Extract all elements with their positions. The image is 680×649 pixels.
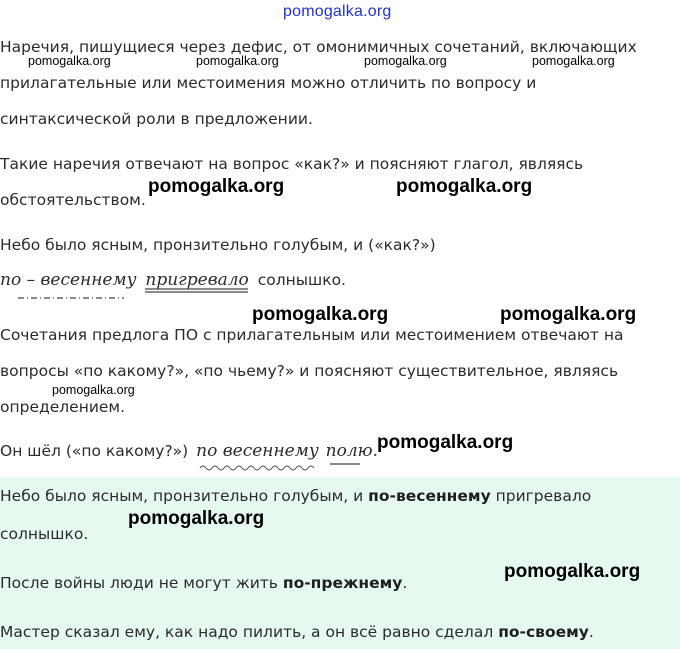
green-s2-bold: по-прежнему	[282, 574, 403, 592]
green-s1-pre: Небо было ясным, пронзительно голубым, и	[0, 487, 369, 505]
watermark: pomogalka.org	[128, 508, 265, 529]
example1-underline-marks	[0, 284, 260, 304]
para2-line2: обстоятельством.	[0, 191, 146, 209]
example1-handwritten-verb: пригревало	[145, 270, 249, 290]
watermark: pomogalka.org	[252, 304, 389, 325]
watermark: pomogalka.org	[500, 304, 637, 325]
green-sentence1-line2: солнышко.	[0, 525, 89, 543]
para3-line1: Сочетания предлога ПО с прилагательным или местоимением отвечают на	[0, 326, 624, 344]
example1-handwritten-adverb: по – весеннему	[0, 270, 137, 290]
para1-line2: прилагательные или местоимения можно отличить по вопросу и	[0, 74, 537, 92]
example2-handwritten-adjective: по весеннему	[196, 441, 319, 461]
green-s2-pre: После войны люди не могут жить	[0, 574, 283, 592]
watermark: pomogalka.org	[52, 383, 135, 397]
green-s1-post: пригревало	[490, 487, 592, 505]
green-s3-post: .	[588, 623, 594, 641]
green-s1-bold: по-весеннему	[368, 487, 491, 505]
watermark: pomogalka.org	[196, 54, 279, 68]
green-sentence3	[0, 622, 594, 642]
para1-line3: синтаксической роли в предложении.	[0, 110, 313, 128]
watermark: pomogalka.org	[532, 54, 615, 68]
example2-handwritten-noun: полю.	[325, 441, 379, 461]
green-sentence2	[0, 573, 407, 593]
watermark: pomogalka.org	[504, 561, 641, 582]
watermark: pomogalka.org	[396, 176, 533, 197]
example1-prefix: Небо было ясным, пронзительно голубым, и («как?»)	[0, 236, 436, 254]
example2-prefix: Он шёл («по какому?»)	[0, 442, 189, 460]
watermark: pomogalka.org	[364, 54, 447, 68]
watermark: pomogalka.org	[148, 176, 285, 197]
green-s2-post: .	[402, 574, 408, 592]
example2-line	[0, 441, 378, 461]
para2-line1: Такие наречия отвечают на вопрос «как?» и поясняют глагол, являясь	[0, 155, 584, 173]
green-s3-pre: Мастер сказал ему, как надо пилить, а он всё равно сделал	[0, 623, 499, 641]
watermark-top: pomogalka.org	[283, 3, 392, 20]
watermark: pomogalka.org	[28, 54, 111, 68]
watermark: pomogalka.org	[377, 432, 514, 453]
example1-suffix: солнышко.	[257, 271, 346, 289]
example2-underline-marks	[0, 460, 380, 476]
para3-line3: определением.	[0, 398, 126, 416]
green-s3-bold: по-своему	[498, 623, 589, 641]
para3-line2: вопросы «по какому?», «по чьему?» и поясняют существительное, являясь	[0, 362, 619, 380]
para1-line1: Наречия, пишущиеся через дефис, от омонимичных сочетаний, включающих	[0, 38, 637, 56]
green-sentence1-line1	[0, 486, 591, 506]
